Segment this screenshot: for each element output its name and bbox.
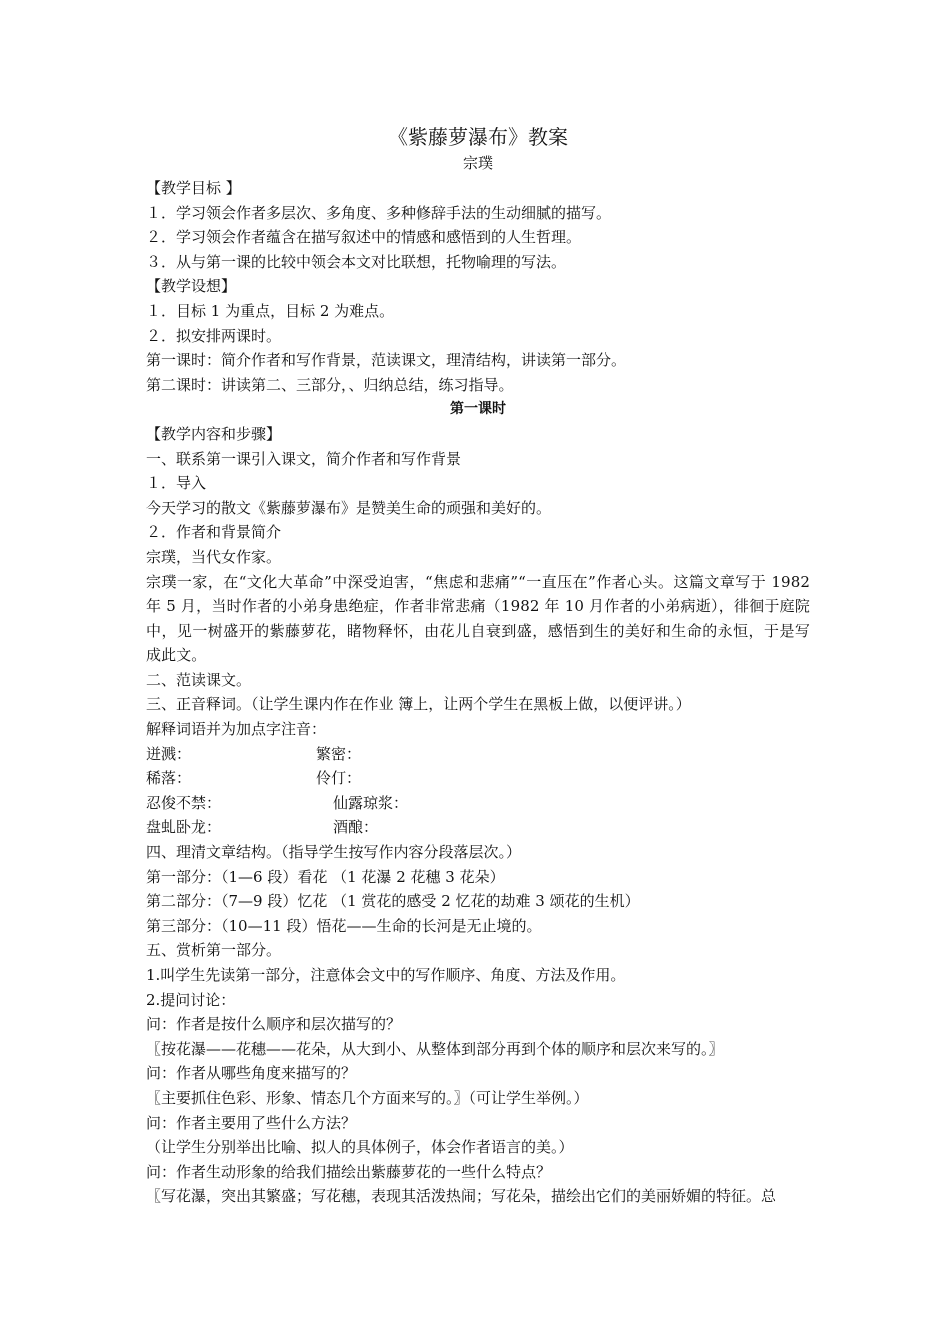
- text-line: 第一课时：简介作者和写作背景，范读课文，理清结构，讲读第一部分。: [146, 351, 627, 370]
- text-line: 解释词语并为加点字注音：: [146, 720, 327, 739]
- vocab-term: 繁密：: [316, 744, 362, 763]
- document-author: 宗璞: [462, 154, 493, 172]
- text-line: 〖按花瀑——花穗——花朵，从大到小、从整体到部分再到个体的顺序和层次来写的。〗: [146, 1039, 724, 1058]
- text-line: 【教学内容和步骤】: [146, 424, 282, 443]
- vocab-term: 忍俊不禁：: [146, 793, 222, 812]
- section-heading: 第一课时: [450, 401, 506, 418]
- text-line: 2.提问讨论：: [146, 990, 236, 1009]
- text-line: 第三部分：（10—11 段）悟花——生命的长河是无止境的。: [146, 916, 542, 935]
- text-line: 第一部分：（1—6 段）看花 （1 花瀑 2 花穗 3 花朵）: [146, 867, 505, 886]
- vocab-term: 伶仃：: [316, 769, 362, 788]
- text-line: 第二课时：讲读第二、三部分，、归纳总结，练习指导。: [146, 375, 514, 394]
- document-body: [146, 122, 810, 1209]
- vocab-row: [146, 766, 810, 791]
- text-line: ２．学习领会作者蕴含在描写叙述中的情感和感悟到的人生哲理。: [146, 228, 582, 247]
- objectives-section: [146, 176, 810, 397]
- text-line: 问：作者生动形象的给我们描绘出紫藤萝花的一些什么特点？: [146, 1162, 552, 1181]
- vocab-term: 稀落：: [146, 769, 192, 788]
- text-line: １．导入: [146, 474, 207, 493]
- text-line: ２．拟安排两课时。: [146, 326, 282, 345]
- text-line: 〖主要抓住色彩、形象、情态几个方面来写的。〗（可让学生举例。）: [146, 1088, 589, 1107]
- text-line: 【教学设想】: [146, 277, 237, 296]
- document-title: 《紫藤萝瀑布》教案: [388, 125, 568, 149]
- steps-section: [146, 422, 810, 1209]
- text-line: 〖写花瀑，突出其繁盛；写花穗，表现其活泼热闹；写花朵，描绘出它们的美丽娇媚的特征。总: [146, 1187, 777, 1206]
- text-line: ３．从与第一课的比较中领会本文对比联想，托物喻理的写法。: [146, 252, 567, 271]
- text-line: （让学生分别举出比喻、拟人的具体例子，体会作者语言的美。）: [146, 1138, 574, 1157]
- text-line: 二、范读课文。: [146, 670, 252, 689]
- vocab-row: [146, 791, 810, 816]
- text-line: １．目标 1 为重点，目标 2 为难点。: [146, 301, 395, 320]
- text-line: 问：作者是按什么顺序和层次描写的？: [146, 1015, 402, 1034]
- vocab-term: 盘虬卧龙：: [146, 818, 222, 837]
- vocab-row: [146, 742, 810, 767]
- text-line: 1.叫学生先读第一部分，注意体会文中的写作顺序、角度、方法及作用。: [146, 966, 626, 984]
- vocab-term: 酒酿：: [333, 818, 379, 837]
- text-line: 今天学习的散文《紫藤萝瀑布》是赞美生命的顽强和美好的。: [146, 498, 552, 517]
- text-line: 第二部分：（7—9 段）忆花 （1 赏花的感受 2 忆花的劫难 3 颂花的生机）: [146, 892, 640, 911]
- background-paragraph: 宗璞一家，在“文化大革命”中深受迫害，“焦虑和悲痛”“一直压在”作者心头。这篇文章写于 1982 年 5 月，当时作者的小弟身患绝症，作者非常悲痛（1982 年 10 月作者的小弟病逝），徘徊于庭院中，见一树盛开的紫藤萝花，睹物释怀，由花儿自衰到盛，感悟到生的美好和生命的永恒，于是写成此文。: [146, 572, 810, 665]
- text-line: 【教学目标 】: [146, 179, 241, 197]
- vocab-list: [146, 742, 810, 840]
- text-line: 五、赏析第一部分。: [146, 941, 282, 960]
- text-line: 四、理清文章结构。（指导学生按写作内容分段落层次。）: [146, 843, 522, 862]
- text-line: 问：作者从哪些角度来描写的？: [146, 1064, 357, 1083]
- vocab-row: [146, 815, 810, 840]
- text-line: ２．作者和背景简介: [146, 523, 282, 542]
- vocab-term: 迸溅：: [146, 744, 192, 763]
- text-line: １．学习领会作者多层次、多角度、多种修辞手法的生动细腻的描写。: [146, 203, 612, 222]
- text-line: 一、联系第一课引入课文，简介作者和写作背景: [146, 449, 462, 468]
- text-line: 问：作者主要用了些什么方法？: [146, 1113, 357, 1132]
- vocab-term: 仙露琼浆：: [333, 793, 409, 812]
- text-line: 宗璞，当代女作家。: [146, 547, 282, 566]
- text-line: 三、正音释词。（让学生课内作在作业 簿上，让两个学生在黑板上做，以便评讲。）: [146, 695, 691, 714]
